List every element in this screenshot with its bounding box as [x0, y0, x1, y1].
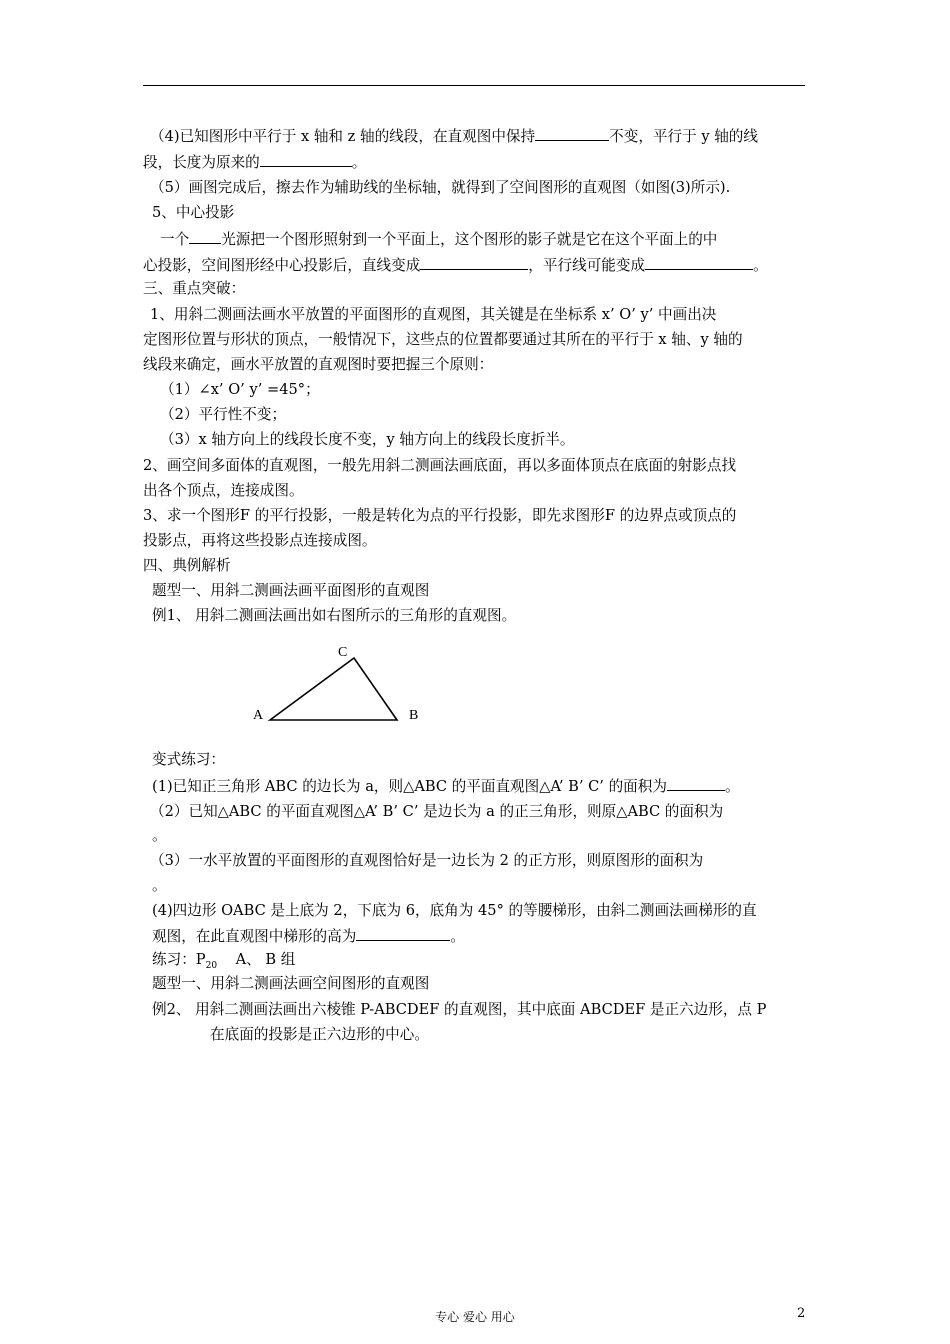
vertex-label-b: B — [409, 708, 419, 723]
blank — [189, 229, 221, 244]
section-heading: 三、重点突破： — [143, 280, 246, 297]
text-line: （2）已知△ABC 的平面直观图△A’ B’ C’ 是边长为 a 的正三角形，则原△ABC 的面积为 — [150, 803, 724, 820]
blank — [356, 926, 450, 941]
page-number: 2 — [797, 1306, 806, 1321]
text-line: 1、用斜二测画法画水平放置的平面图形的直观图，其关键是在坐标系 x’ O’ y’ 中画出决 — [150, 306, 717, 323]
blank — [260, 152, 352, 167]
blank — [420, 255, 528, 270]
text-line: 线段来确定，画水平放置的直观图时要把握三个原则： — [143, 356, 494, 373]
text-line: 在底面的投影是正六边形的中心。 — [210, 1026, 429, 1043]
triangle-figure — [245, 638, 435, 728]
text-line: 练习：$P_{20}$ A、 B 组 — [152, 951, 296, 971]
page-footer: 专心 爱心 用心 — [435, 1310, 515, 1324]
text-line: 心投影，空间图形经中心投影后，直线变成 ，平行线可能变成 。 — [143, 257, 768, 274]
text-line: 定图形位置与形状的顶点，一般情况下，这些点的位置都要通过其所在的平行于 x 轴、y 轴的 — [143, 331, 743, 348]
text-line: 题型一、用斜二测画法画平面图形的直观图 — [152, 582, 430, 599]
text-line: 例2、 用斜二测画法画出六棱锥 P-ABCDEF 的直观图，其中底面 ABCDEF 是正六边形，点 P — [152, 1001, 767, 1018]
text-line: 段，长度为原来的 。 — [143, 154, 367, 171]
text-line: 。 — [152, 877, 167, 894]
text-line: 。 — [152, 827, 167, 844]
text-line: 出各个顶点，连接成图。 — [143, 482, 304, 499]
text-line: （4)已知图形中平行于 x 轴和 z 轴的线段，在直观图中保持 不变，平行于 y 轴的线 — [150, 128, 758, 145]
text-line: （3）一水平放置的平面图形的直观图恰好是一边长为 2 的正方形，则原图形的面积为 — [150, 852, 704, 869]
text-line: (1)已知正三角形 ABC 的边长为 a，则△ABC 的平面直观图△A’ B’ C’ 的面积为 。 — [152, 778, 740, 795]
text-line: 5、中心投影 — [152, 204, 235, 221]
text-line: （2）平行性不变； — [160, 406, 287, 423]
text-line: （3）x 轴方向上的线段长度不变，y 轴方向上的线段长度折半。 — [160, 431, 575, 448]
text-line: 3、求一个图形F 的平行投影，一般是转化为点的平行投影，即先求图形F 的边界点或顶点的 — [143, 507, 737, 524]
text-line: （5）画图完成后，擦去作为辅助线的坐标轴，就得到了空间图形的直观图（如图(3)所示). — [150, 179, 731, 196]
text-line: 观图，在此直观图中梯形的高为 。 — [152, 928, 465, 945]
text-line: 题型一、用斜二测画法画空间图形的直观图 — [152, 975, 430, 992]
blank — [667, 776, 725, 791]
text-line: (4)四边形 OABC 是上底为 2，下底为 6，底角为 45° 的等腰梯形，由斜二测画法画梯形的直 — [152, 902, 757, 919]
text-line: 例1、 用斜二测画法画出如右图所示的三角形的直观图。 — [152, 607, 517, 624]
vertex-label-a: A — [253, 708, 264, 723]
vertex-label-c: C — [338, 645, 348, 660]
text-line: 变式练习： — [152, 751, 225, 768]
section-heading: 四、典例解析 — [143, 557, 231, 574]
triangle-abc — [270, 658, 397, 720]
blank — [645, 255, 753, 270]
text-line: 一个 光源把一个图形照射到一个平面上，这个图形的影子就是它在这个平面上的中 — [160, 231, 718, 248]
header-rule — [143, 85, 805, 86]
text-line: （1）∠x’ O’ y’ =45°； — [160, 381, 320, 398]
text-line: 投影点，再将这些投影点连接成图。 — [143, 532, 377, 549]
text-line: 2、画空间多面体的直观图，一般先用斜二测画法画底面，再以多面体顶点在底面的射影点找 — [143, 457, 737, 474]
blank — [535, 126, 609, 141]
